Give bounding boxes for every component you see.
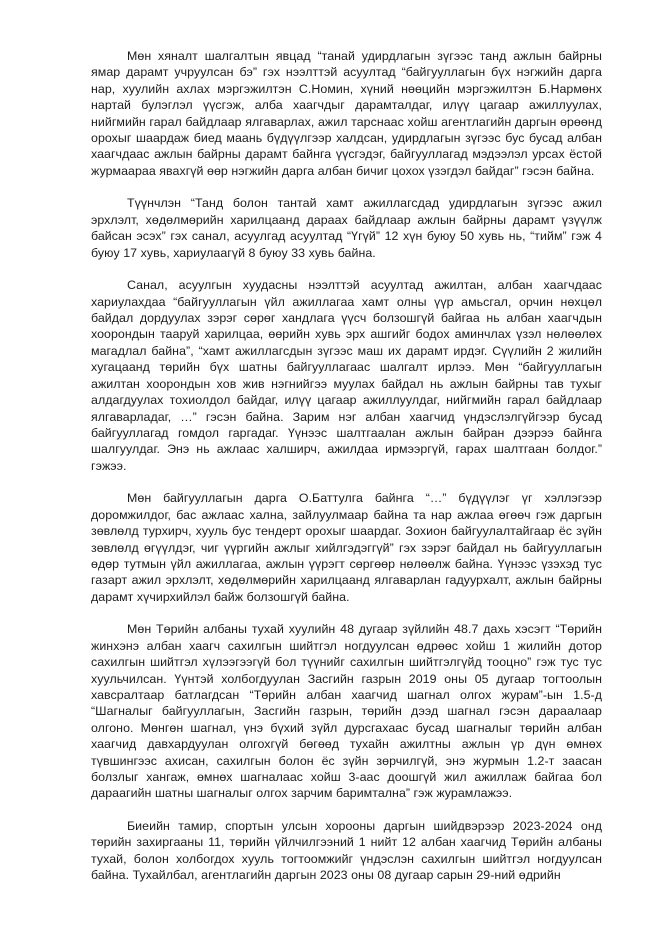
body-paragraph-open-question-answers: Санал, асуулгын хуудасны нээлттэй асуултад ажилтан, албан хаагчдаас хариулахдаа “байгууллагын үйл ажиллагаа хамт олны үүр амьсгал, орчин нөхцөл байдал дордуулах зэрэг сөрөг хандлага үүсч болзошгүй байгаа нь албан хаагчдын хоорондын тааруй харилцаа, өөрийн хувь эрх ашгийг бодох аминчлах үзэл нөлөөлөх магадлал байна”, “хамт ажиллагсдын зүгээс маш их дарамт ирдэг. Сүүлийн 2 жилийн хугацаанд төрийн бүх шатны байгууллагаас шалгалт ирлээ. Мөн “байгууллагын ажилтан хоорондын хов жив нэгнийгээ муулах байдал нь ажлын байрны тав тухыг алдагдуулах тохиолдол байдаг, илүү цагаар ажиллуулдаг, нийгмийн гарал байдлаар ялгаварладаг, …” гэсэн байна. Зарим нэг албан хаагчид үндэслэлгүйгээр бусад байгууллагад гомдол гаргадаг. Үүнээс шалтгаалан ажлын байран дээрээ байнга шалгуулдаг. Энэ нь ажлаас халширч, ажилдаа ирмээргүй, гарах шалтгаан болдог.” гэжээ. bbox=[91, 278, 602, 473]
body-paragraph-interview-findings: Мөн хяналт шалгалтын явцад “танай удирдлагын зүгээс танд ажлын байрны ямар дарамт учруулсан бэ” гэх нээлттэй асуултад “байгууллагын бүх нэгжийн дарга нар, хуулийн ахлах мэргэжилтэн С.Номин, хүний нөөцийн мэргэжилтэн Б.Нармөнх нартай булэглэл үүсгэж, алба хаагчдыг дарамталдаг, илүү цагаар ажиллуулах, нийгмийн гарал байдлаар ялгаварлах, ажил тарснаас хойш агентлагийн даргын өрөөнд орохыг шаардаж биед маань бүдүүлгээр халдсан, удирдлагын зүгээс бус бусад албан хаагчдаас ажлын байрны дарамт байнга үүсгэдэг, байгууллагад мэдээлэл урсах ёстой журмаараа явахгүй өөр нэгжийн дарга албан бичиг цохох үзэгдэл байдаг” гэсэн байна. bbox=[91, 49, 602, 178]
body-paragraph-civil-service-law: Мөн Төрийн албаны тухай хуулийн 48 дугаар зүйлийн 48.7 дахь хэсэгт “Төрийн жинхэнэ албан хаагч сахилгын шийтгэл ногдуулсан өдрөөс хойш 1 жилийн дотор сахилгын шийтгэл хүлээгээгүй бол түүнийг сахилгын шийтгэлгүйд тооцно” гэж тус тус хуульчилсан. Үүнтэй холбогдуулан Засгийн газрын 2019 оны 05 дугаар тогтоолын хавсралтаар батлагдсан “Төрийн албан хаагчид шагнал олгох журам”-ын 1.5-д “Шагналыг байгууллагын, Засгийн газрын, төрийн дээд шагнал гэсэн дараалаар олгоно. Мөнгөн шагнал, үнэ бүхий зүйл дурсгахаас бусад шагналыг төрийн албан хаагчид давхардуулан олгохгүй бөгөөд тухайн ажилтны ажлын үр дүн өмнөх түвшингээс ахисан, сахилгын болон ёс зүйн зөрчилгүй, энэ журмын 1.2-т заасан болзлыг хангаж, өмнөх шагналаас хойш 3-аас доошгүй жил ажиллаж байгаа бол дараагийн шатны шагналыг олгох зарчим баримтална” гэж журамлажээ. bbox=[91, 622, 602, 801]
body-paragraph-disciplinary-decisions: Биеийн тамир, спортын улсын хорооны даргын шийдвэрээр 2023-2024 онд төрийн захиргааны 11, төрийн үйлчилгээний 1 нийт 12 албан хаагчид Төрийн албаны тухай, болон холбогдох хууль тогтоомжийг үндэслэн сахилгын шийтгэл ногдуулсан байна. Тухайлбал, агентлагийн даргын 2023 оны 08 дугаар сарын 29-ний өдрийн bbox=[91, 819, 602, 883]
body-paragraph-survey-results: Түүнчлэн “Танд болон тантай хамт ажиллагсдад удирдлагын зүгээс ажил эрхлэлт, хөдөлмөрийн харилцаанд дараах байдлаар ажлын байрны дарамт үзүүлж байсан эсэх” гэх санал, асуулгад асуултад “Үгүй” 12 хүн буюу 50 хувь нь, “тийм” гэж 4 буюу 17 хувь, хариулаагүй 8 буюу 33 хувь байна. bbox=[91, 196, 602, 260]
body-paragraph-director-conduct: Мөн байгууллагын дарга О.Баттулга байнга “…” бүдүүлэг үг хэллэгээр доромжилдог, бас ажлаас халнa, зайлуулмаар байна та нар ажлаа өгөөч гэж даргын зөвлөлд турхирч, хууль бус тендерт орохыг шаардаг. Зохион байгуулалтайгаар ёс зүйн зөвлөлд өгүүлдэг, чиг үүргийн ажлыг хийлгэдэггүй” гэх зэрэг байдал нь байгууллагын өдөр тутмын үйл ажиллагаа, ажлын үүрэгт сөргөөр нөлөөлж байна. Үүнээс үзэхэд тус газарт ажил эрхлэлт, хөдөлмөрийн харилцаанд ялгаварлан гадуурхалт, ажлын байрны дарамт хүчирхийлэл байж болзошгүй байна. bbox=[91, 491, 602, 604]
